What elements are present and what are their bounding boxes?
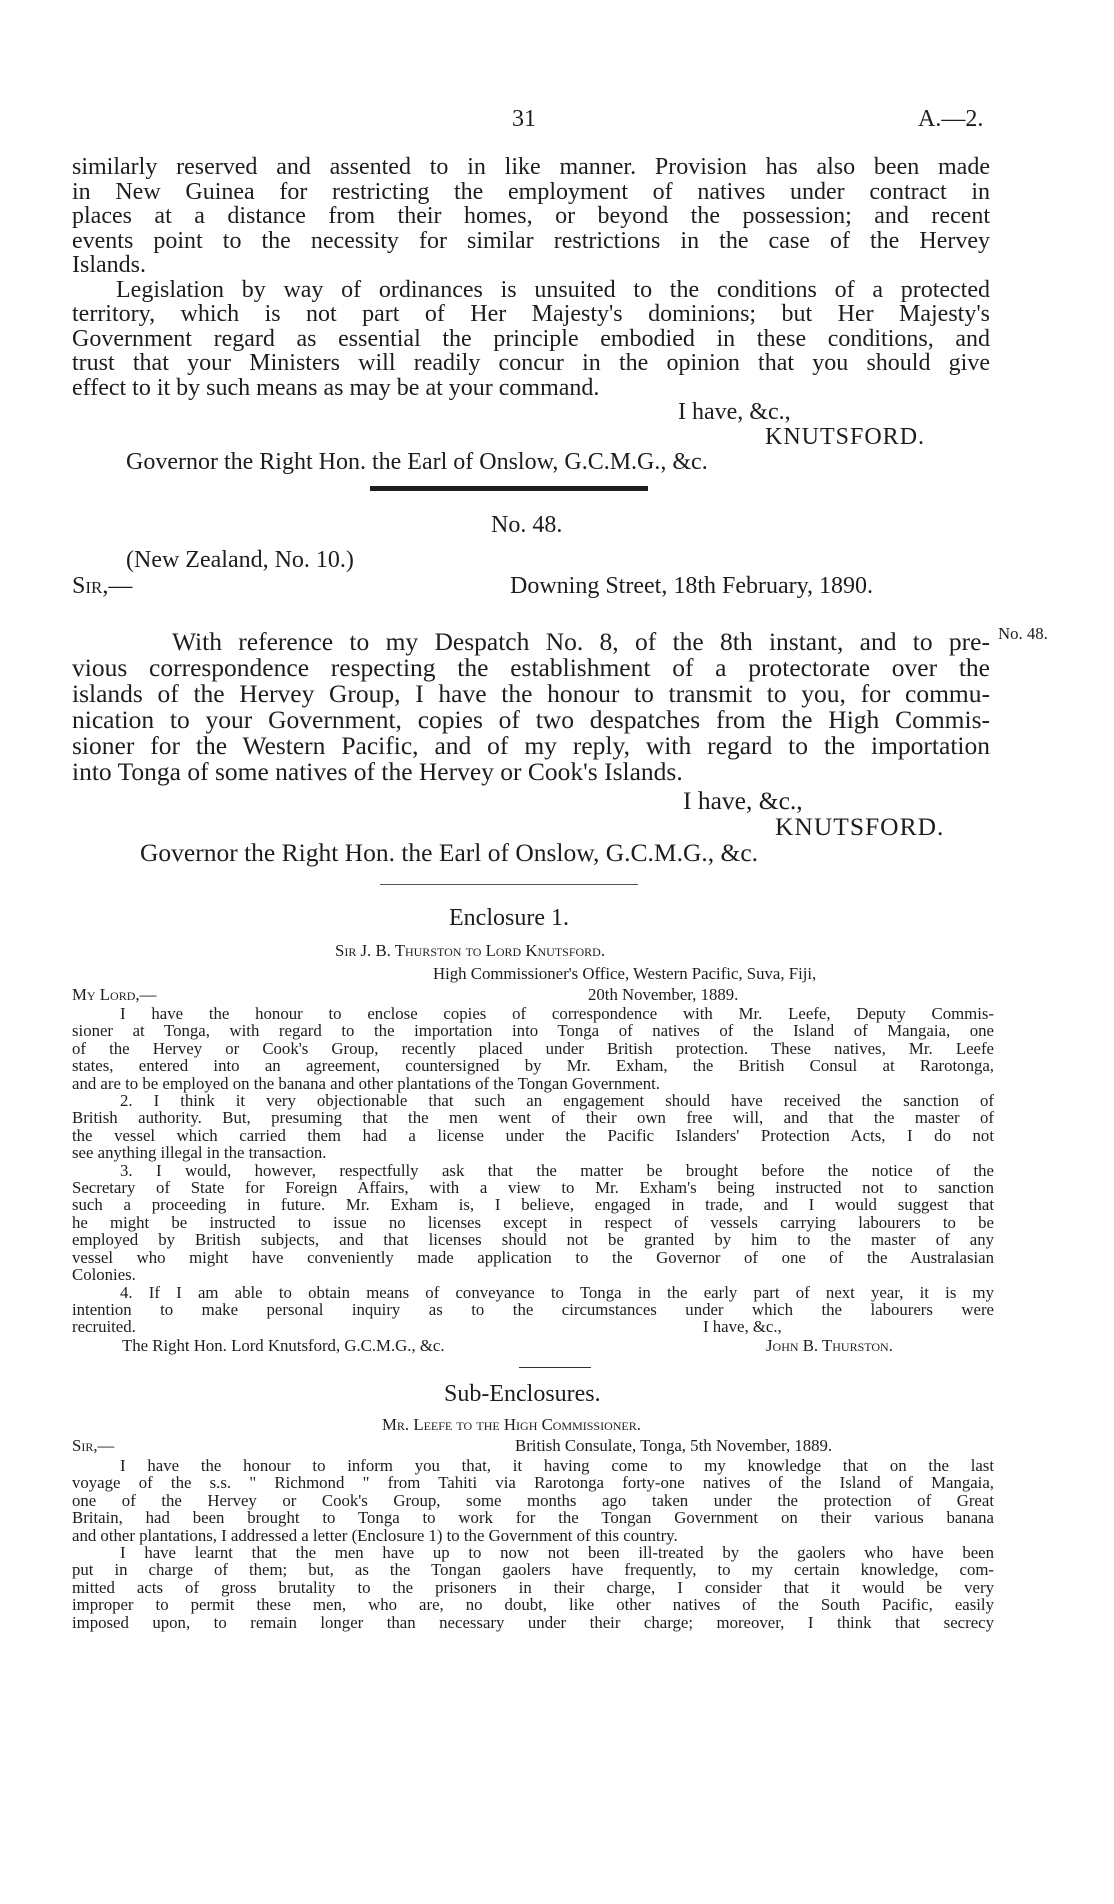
text-line: vious correspondence respecting the establishment of a protectorate over the (72, 653, 990, 682)
enclosure-heading: Enclosure 1. (449, 905, 569, 931)
subenclosure-body (72, 1457, 994, 1631)
despatch-number: No. 48. (491, 512, 563, 538)
salutation: Sir,— (72, 1436, 115, 1455)
text-line: British authority. But, presuming that the men went of their own free will, and that the master of (72, 1108, 994, 1128)
document-reference: A.—2. (918, 106, 984, 132)
place-date: British Consulate, Tonga, 5th November, 1889. (515, 1436, 833, 1455)
text-line: sioner for the Western Pacific, and of my reply, with regard to the importation (72, 731, 990, 760)
text-line: 3. I would, however, respectfully ask that the matter be brought before the notice of the (120, 1160, 994, 1180)
despatch-body (72, 629, 990, 785)
text-line: Colonies. (72, 1265, 136, 1285)
text-line: With reference to my Despatch No. 8, of the 8th instant, and to pre- (172, 627, 990, 656)
salutation: My Lord,— (72, 985, 157, 1004)
text-line: islands of the Hervey Group, I have the honour to transmit to you, for commu- (72, 679, 990, 708)
section-divider (380, 884, 638, 885)
addressee: The Right Hon. Lord Knutsford, G.C.M.G., &c. (122, 1336, 445, 1355)
text-line: places at a distance from their homes, or beyond the possession; and recent (72, 203, 990, 229)
despatch-series: (New Zealand, No. 10.) (126, 547, 354, 573)
text-line: effect to it by such means as may be at your command. (72, 374, 600, 401)
signature: KNUTSFORD. (775, 812, 945, 841)
text-line: see anything illegal in the transaction. (72, 1143, 327, 1163)
text-line: I have the honour to inform you that, it having come to my knowledge that on the last (120, 1456, 994, 1475)
addressee: Governor the Right Hon. the Earl of Onslow, G.C.M.G., &c. (140, 838, 759, 867)
text-line: events point to the necessity for similar restrictions in the case of the Hervey (72, 227, 990, 254)
subenclosure-from-to: Mr. Leefe to the High Commissioner. (382, 1415, 641, 1434)
text-line: Secretary of State for Foreign Affairs, with a view to Mr. Exham's being instructed not to sanction (72, 1178, 994, 1198)
text-line: the vessel which carried them had a license under the Pacific Islanders' Protection Acts, I do not (72, 1125, 994, 1145)
signature: John B. Thurston. (766, 1336, 893, 1355)
page-number: 31 (512, 106, 536, 132)
closing-phrase: I have, &c., (703, 1317, 782, 1336)
text-line: states, entered into an agreement, countersigned by Mr. Exham, the British Consul at Rarotonga, (72, 1056, 994, 1076)
section-divider (519, 1367, 591, 1368)
text-line: mitted acts of gross brutality to the prisoners in their charge, I consider that it would be very (72, 1577, 994, 1597)
text-line: Legislation by way of ordinances is unsuited to the conditions of a protected (116, 276, 990, 303)
place-date: Downing Street, 18th February, 1890. (510, 573, 874, 599)
text-line: such a proceeding in future. Mr. Exham is, I believe, engaged in trade, and I would suggest that (72, 1195, 994, 1215)
text-line: Government regard as essential the principle embodied in these conditions, and (72, 325, 990, 352)
text-line: one of the Hervey or Cook's Group, some months ago taken under the protection of Great (72, 1490, 994, 1510)
text-line: into Tonga of some natives of the Hervey or Cook's Islands. (72, 757, 683, 786)
text-line: similarly reserved and assented to in like manner. Provision has also been made (72, 154, 990, 180)
text-line: of the Hervey or Cook's Group, recently placed under British protection. These natives, Mr. Leefe (72, 1038, 994, 1058)
salutation: Sir,— (72, 573, 133, 599)
subenclosures-heading: Sub-Enclosures. (444, 1381, 601, 1407)
signature: KNUTSFORD. (765, 424, 926, 450)
text-line: sioner at Tonga, with regard to the importation into Tonga of natives of the Island of Mangaia, one (72, 1021, 994, 1041)
text-line: recruited. (72, 1317, 136, 1337)
closing-phrase: I have, &c., (683, 786, 803, 815)
text-line: I have the honour to enclose copies of correspondence with Mr. Leefe, Deputy Commis- (120, 1004, 994, 1023)
text-line: and other plantations, I addressed a letter (Enclosure 1) to the Government of this country. (72, 1525, 678, 1545)
text-line: and are to be employed on the banana and other plantations of the Tongan Government. (72, 1073, 661, 1093)
text-line: he might be instructed to issue no licenses except in respect of vessels carrying labourers to be (72, 1212, 994, 1232)
despatch-continuation (72, 155, 990, 400)
section-divider (370, 486, 648, 491)
margin-note: No. 48. (998, 624, 1048, 643)
text-line: territory, which is not part of Her Majesty's dominions; but Her Majesty's (72, 301, 990, 327)
enclosure-from-to: Sir J. B. Thurston to Lord Knutsford. (335, 941, 606, 960)
text-line: intention to make personal inquiry as to the circumstances under which the labourers were (72, 1299, 994, 1319)
text-line: improper to permit these men, who are, no doubt, like other natives of the South Pacific, easily (72, 1595, 994, 1615)
closing-phrase: I have, &c., (678, 399, 791, 425)
text-line: Britain, had been brought to Tonga to work for the Tongan Government on their various banana (72, 1508, 994, 1528)
text-line: trust that your Ministers will readily concur in the opinion that you should give (72, 350, 990, 376)
text-line: 4. If I am able to obtain means of conveyance to Tonga in the early part of next year, it is my (120, 1282, 994, 1302)
enclosure-office: High Commissioner's Office, Western Pacific, Suva, Fiji, (433, 964, 817, 983)
text-line: voyage of the s.s. " Richmond " from Tahiti via Rarotonga forty-one natives of the Island of Mangaia, (72, 1473, 994, 1493)
text-line: 2. I think it very objectionable that such an engagement should have received the sanction of (120, 1091, 994, 1111)
text-line: Islands. (72, 252, 146, 278)
text-line: vessel who might have conveniently made application to the Governor of one of the Australasian (72, 1247, 994, 1267)
text-line: nication to your Government, copies of two despatches from the High Commis- (72, 705, 990, 734)
text-line: in New Guinea for restricting the employment of natives under contract in (72, 178, 990, 205)
text-line: employed by British subjects, and that licenses should not be granted by him to the master of any (72, 1230, 994, 1250)
text-line: I have learnt that the men have up to now not been ill-treated by the gaolers who have been (120, 1543, 994, 1563)
text-line: put in charge of them; but, as the Tongan gaolers have frequently, to my certain knowledge, com- (72, 1560, 994, 1580)
addressee: Governor the Right Hon. the Earl of Onslow, G.C.M.G., &c. (126, 449, 708, 475)
enclosure-date: 20th November, 1889. (588, 985, 739, 1004)
enclosure-body (72, 1005, 994, 1336)
text-line: imposed upon, to remain longer than necessary under their charge; moreover, I think that secrecy (72, 1612, 994, 1632)
